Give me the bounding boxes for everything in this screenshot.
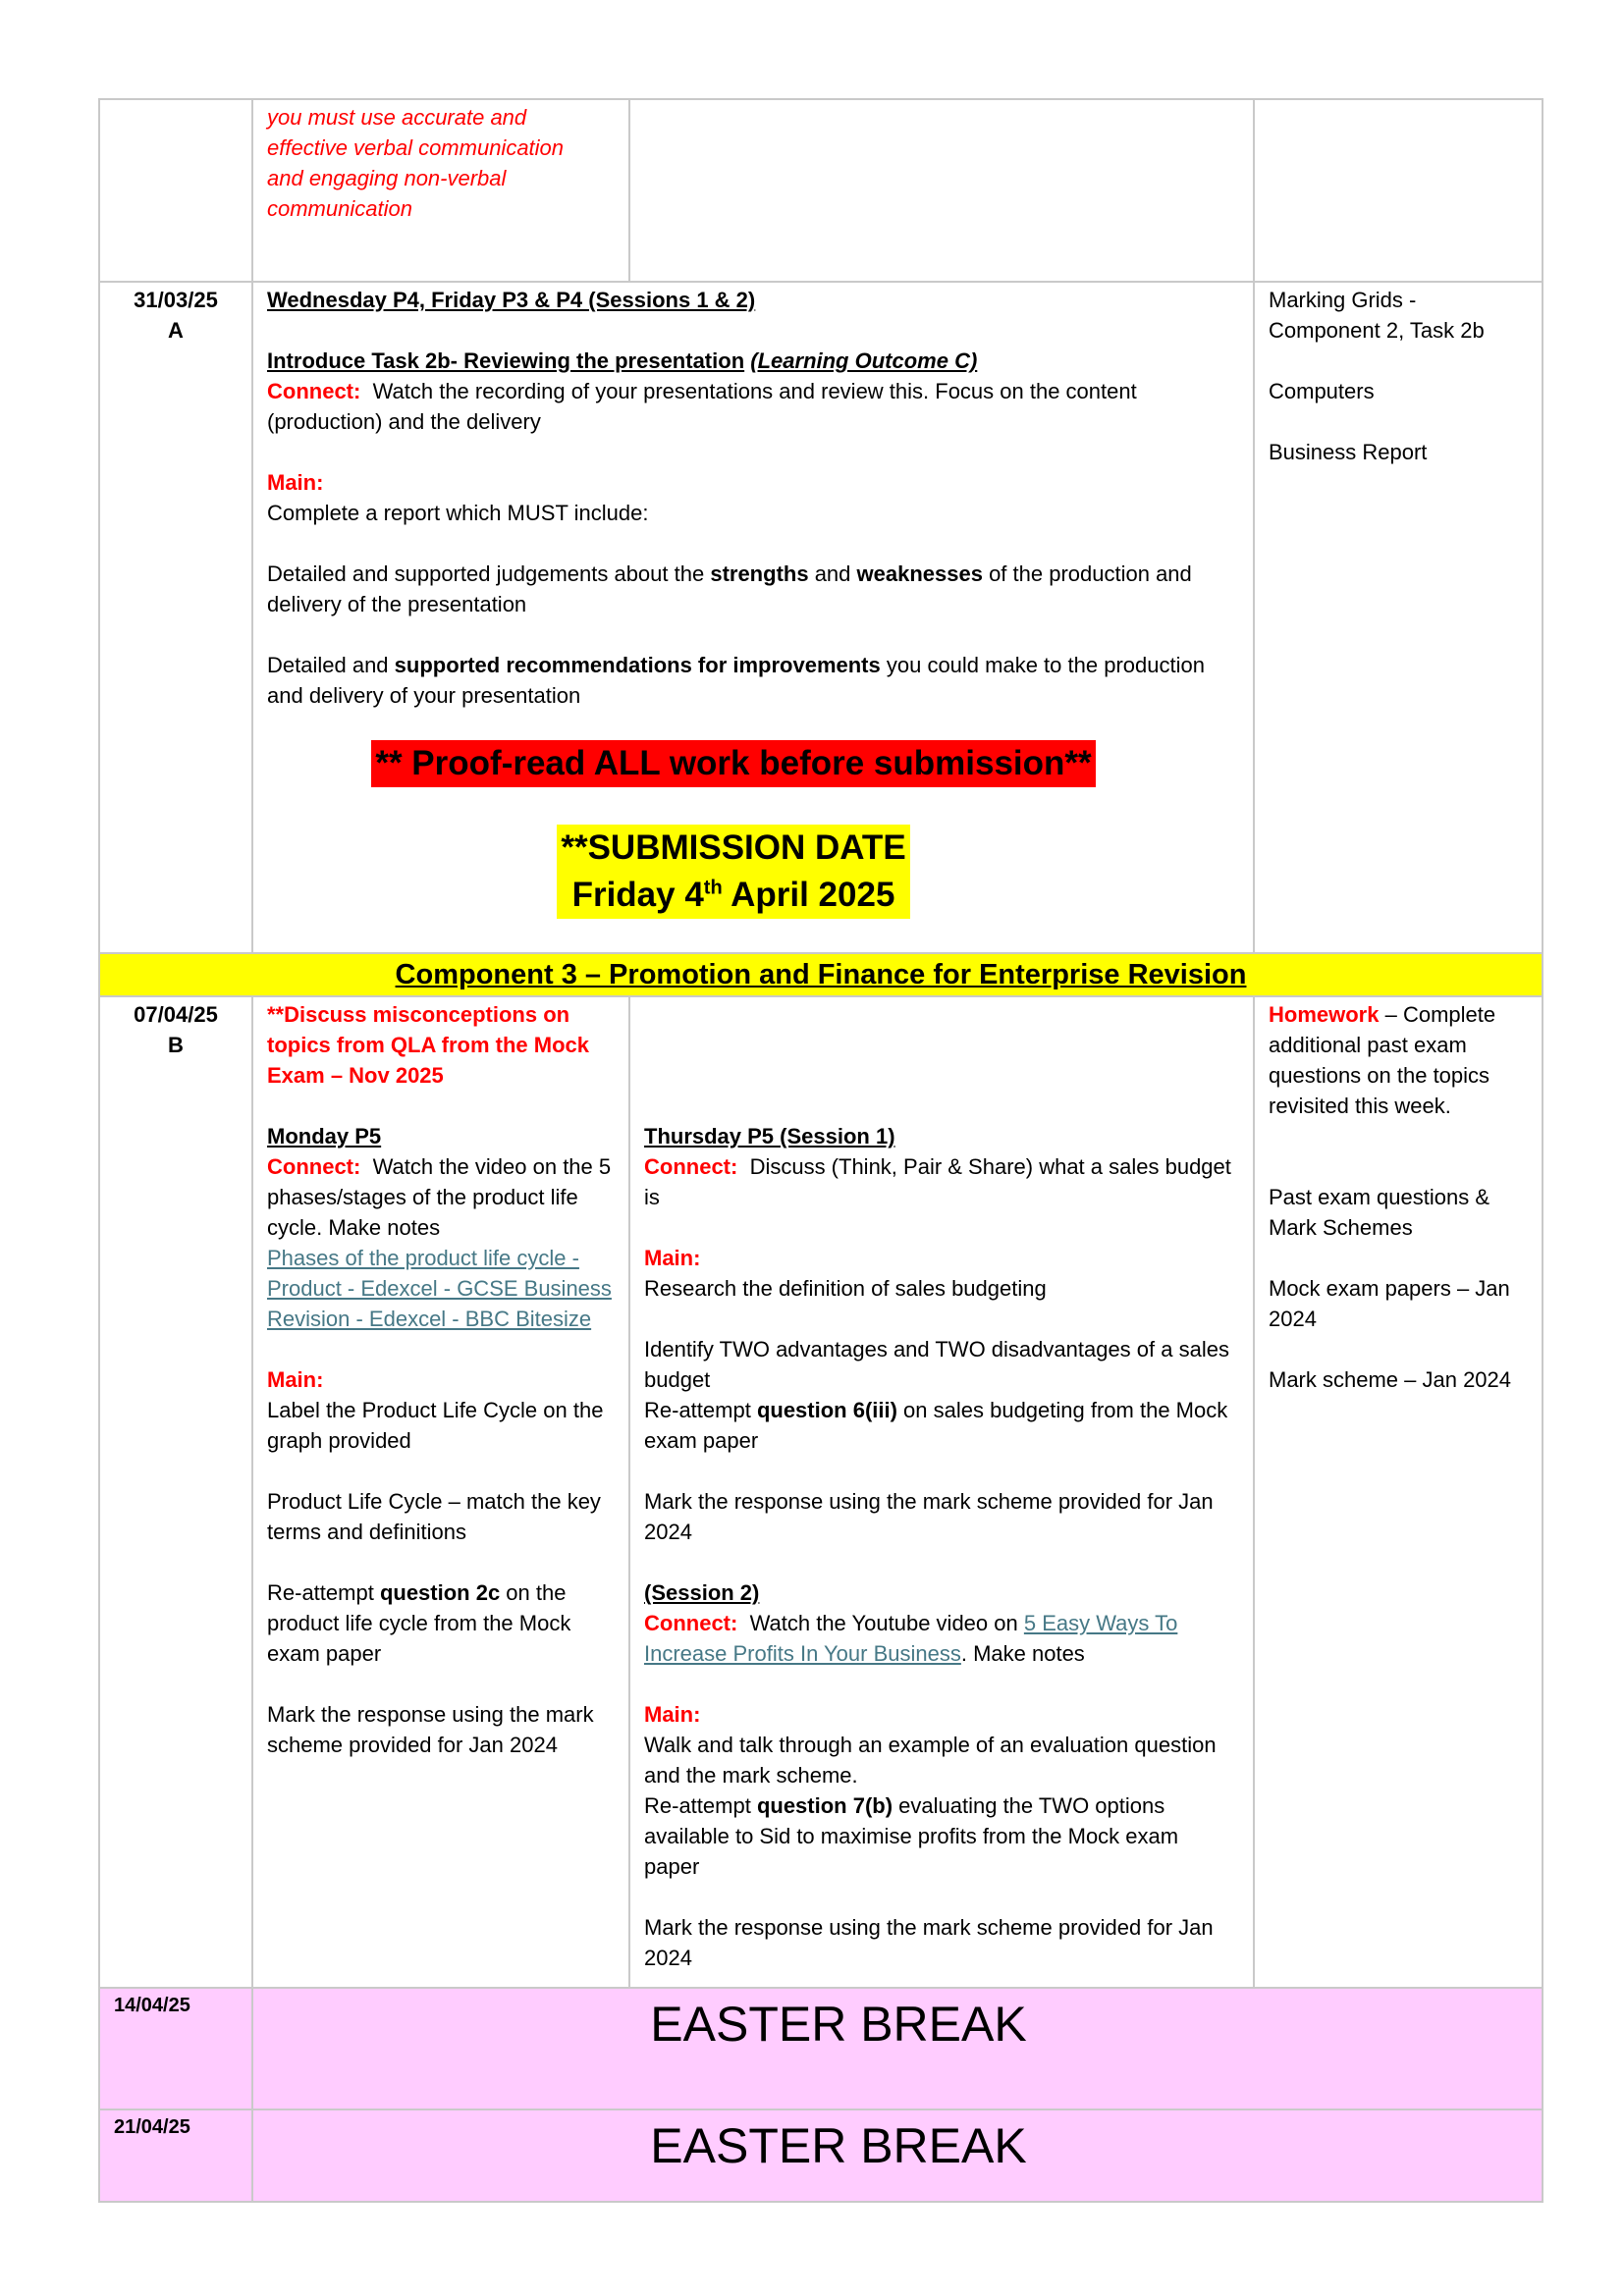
connect-label: Connect: — [644, 1154, 738, 1179]
activity-cell — [252, 282, 1254, 953]
date-label: 14/04/25 — [114, 1995, 190, 2016]
easter-cell — [252, 1988, 1543, 2109]
text: Re-attempt — [644, 1793, 757, 1818]
text: Re-attempt — [267, 1580, 380, 1605]
main-item — [644, 1395, 1239, 1456]
homework-label: Homework — [1269, 1002, 1380, 1027]
resource-item: Mock exam papers – Jan 2024 — [1269, 1276, 1510, 1331]
main-label: Main: — [267, 1367, 324, 1392]
text: Re-attempt — [644, 1398, 757, 1422]
connect-text: Discuss (Think, Pair & Share) what a sales budget is — [644, 1154, 1231, 1209]
monday-heading: Monday P5 — [267, 1124, 382, 1148]
main-label: Main: — [644, 1246, 701, 1270]
main-item: Label the Product Life Cycle on the graph provided — [267, 1398, 604, 1453]
text-bold: weaknesses — [856, 561, 983, 586]
connect-paragraph — [267, 1151, 615, 1243]
submission-date-banner — [557, 825, 909, 919]
date-cell — [99, 996, 252, 1988]
main-label: Main: — [644, 1702, 701, 1727]
resource-item: Past exam questions & Mark Schemes — [1269, 1185, 1490, 1240]
note-line: you must use accurate and — [267, 105, 527, 130]
thursday-heading: Thursday P5 (Session 1) — [644, 1124, 895, 1148]
superscript: th — [703, 877, 723, 899]
connect-label: Connect: — [267, 1154, 361, 1179]
text: Detailed and — [267, 653, 395, 677]
main-intro: Complete a report which MUST include: — [267, 501, 649, 525]
resource-item: Business Report — [1269, 440, 1428, 464]
resource-item: Computers — [1269, 379, 1375, 403]
main-item: Identify TWO advantages and TWO disadvantages of a sales budget — [644, 1337, 1229, 1392]
main-item: Mark the response using the mark scheme provided for Jan 2024 — [644, 1489, 1214, 1544]
text-bold: question 6(iii) — [756, 1398, 897, 1422]
text-bold: strengths — [710, 561, 809, 586]
main-item — [644, 1790, 1239, 1882]
main-item: Mark the response using the mark scheme provided for Jan 2024 — [644, 1915, 1214, 1970]
note-line: and engaging non-verbal — [267, 166, 507, 190]
text: on the product life cycle from the Mock exam paper — [267, 1580, 571, 1666]
row-easter — [99, 1988, 1543, 2109]
text: of the production and delivery of the presentation — [267, 561, 1192, 616]
activity-cell-empty — [629, 99, 1254, 282]
connect-text: Watch the video on the 5 phases/stages of the product life cycle. Make notes — [267, 1154, 612, 1240]
component-banner-row — [99, 953, 1543, 996]
text-bold: question 2c — [379, 1580, 501, 1605]
submission-line: **SUBMISSION DATE — [561, 828, 906, 867]
homework-note — [1269, 999, 1528, 1121]
text: . Make notes — [960, 1641, 1085, 1666]
proof-read-banner: ** Proof-read ALL work before submission** — [371, 740, 1095, 787]
row-week-3103 — [99, 282, 1543, 953]
judgements-paragraph — [267, 559, 1210, 619]
date-label: 07/04/25 — [134, 1002, 218, 1027]
main-item: Mark the response using the mark scheme provided for Jan 2024 — [267, 1702, 594, 1757]
schedule-table — [98, 98, 1543, 2203]
main-item: Walk and talk through an example of an evaluation question and the mark scheme. — [644, 1733, 1217, 1788]
sessions-heading: Wednesday P4, Friday P3 & P4 (Sessions 1 & 2) — [267, 288, 756, 312]
connect-label: Connect: — [644, 1611, 738, 1635]
learning-outcome: (Learning Outcome C) — [750, 348, 978, 373]
discuss-note: **Discuss misconceptions on topics from QLA from the Mock Exam – Nov 2025 — [267, 1002, 589, 1088]
date-label: 31/03/25 — [134, 288, 218, 312]
text-bold: supported recommendations for improvements — [394, 653, 881, 677]
row-week-0704 — [99, 996, 1543, 1988]
introduce-text: Introduce Task 2b- Reviewing the presentation — [267, 348, 745, 373]
resources-cell — [1254, 282, 1543, 953]
text: April 2025 — [722, 876, 895, 914]
connect-paragraph — [644, 1608, 1239, 1669]
text: on sales budgeting from the Mock exam paper — [644, 1398, 1228, 1453]
resource-item: Mark scheme – Jan 2024 — [1269, 1367, 1512, 1392]
activity-cell — [252, 99, 629, 282]
easter-break-title: EASTER BREAK — [650, 1997, 1027, 2052]
resources-cell — [1254, 996, 1543, 1988]
note-line: communication — [267, 196, 412, 221]
component-banner: Component 3 – Promotion and Finance for Enterprise Revision — [99, 953, 1543, 996]
easter-cell — [252, 2109, 1543, 2202]
main-label: Main: — [267, 470, 324, 495]
connect-paragraph — [267, 376, 1239, 437]
introduce-line — [267, 346, 1239, 376]
text: Detailed and supported judgements about the — [267, 561, 711, 586]
main-item: Product Life Cycle – match the key terms and definitions — [267, 1489, 601, 1544]
submission-line — [561, 872, 905, 919]
main-item — [267, 1577, 615, 1669]
connect-label: Connect: — [267, 379, 361, 403]
row-easter — [99, 2109, 1543, 2202]
thursday-cell — [629, 996, 1254, 1988]
note-line: effective verbal communication — [267, 135, 565, 160]
text: Friday 4 — [571, 876, 704, 914]
resource-item: Marking Grids - Component 2, Task 2b — [1269, 288, 1485, 343]
week-label: A — [168, 318, 184, 343]
easter-break-title: EASTER BREAK — [650, 2118, 1027, 2173]
text: – Complete additional past exam questions on the topics revisited this week. — [1269, 1002, 1496, 1118]
recommendations-paragraph — [267, 650, 1210, 711]
connect-text: Watch the recording of your presentations and review this. Focus on the content (production) and the delivery — [267, 379, 1137, 434]
text: evaluating the TWO options available to Sid to maximise profits from the Mock exam paper — [644, 1793, 1179, 1879]
connect-paragraph — [644, 1151, 1239, 1212]
monday-cell — [252, 996, 629, 1988]
text: and — [808, 561, 857, 586]
date-cell-empty — [99, 99, 252, 282]
date-cell — [99, 282, 252, 953]
main-item: Research the definition of sales budgeting — [644, 1276, 1047, 1301]
text: Watch the Youtube video on — [749, 1611, 1024, 1635]
week-label: B — [168, 1033, 184, 1057]
text-bold: question 7(b) — [756, 1793, 893, 1818]
date-label: 21/04/25 — [114, 2116, 190, 2138]
youtube-link[interactable]: 5 Easy Ways To Increase Profits In Your Business — [644, 1611, 1178, 1666]
bbc-bitesize-link[interactable]: Phases of the product life cycle - Product - Edexcel - GCSE Business Revision - Edexcel - BBC Bitesize — [267, 1246, 612, 1331]
session2-heading: (Session 2) — [644, 1580, 760, 1605]
resources-cell-empty — [1254, 99, 1543, 282]
text: you could make to the production and delivery of your presentation — [267, 653, 1205, 708]
row-continuation — [99, 99, 1543, 282]
